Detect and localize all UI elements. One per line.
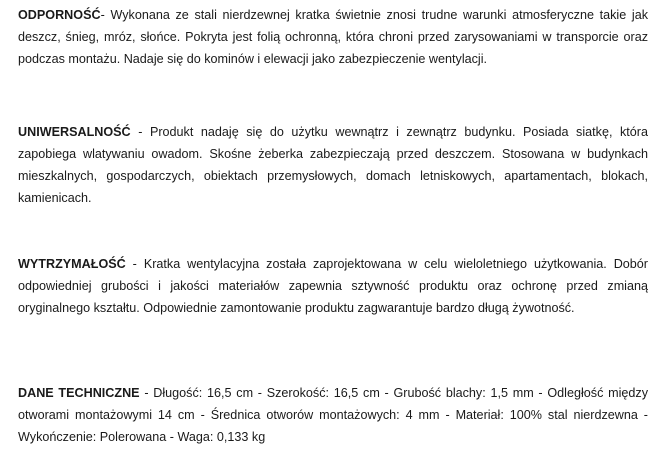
section-body: Długość: 16,5 cm - Szerokość: 16,5 cm - Grubość blachy: 1,5 mm - Odległość między otworami montażowymi 14 cm - Średnica otworów montażowych: 4 mm - Materiał: 100% stal nierdzewna - Wykończenie: Polerowana - Waga: 0,133 kg	[18, 386, 648, 444]
section-separator: -	[139, 386, 154, 400]
section-heading: UNIWERSALNOŚĆ	[18, 125, 131, 139]
section-heading: DANE TECHNICZNE	[18, 386, 140, 400]
section-body: Kratka wentylacyjna została zaprojektowana w celu wieloletniego użytkowania. Dobór odpowiedniej grubości i jakości materiałów zapewnia sztywność produktu oraz ochronę przed zmianą oryginalnego kształtu. Odpowiednie zamontowanie produktu zagwarantuje bardzo długą żywotność.	[18, 257, 648, 315]
section-heading: WYTRZYMAŁOŚĆ	[18, 257, 126, 271]
section-dane-techniczne	[18, 382, 648, 448]
section-wytrzymalosc	[18, 253, 648, 319]
section-separator: -	[100, 8, 111, 22]
section-odpornosc	[18, 4, 648, 70]
section-uniwersalnosc	[18, 121, 648, 209]
section-separator: -	[125, 257, 144, 271]
section-body: Wykonana ze stali nierdzewnej kratka świetnie znosi trudne warunki atmosferyczne takie jak deszcz, śnieg, mróz, słońce. Pokryta jest folią ochronną, która chroni przed zarysowaniami w transporcie oraz podczas montażu. Nadaje się do kominów i elewacji jako zabezpieczenie wentylacji.	[18, 8, 648, 66]
section-separator: -	[130, 125, 150, 139]
section-body: Produkt nadaję się do użytku wewnątrz i zewnątrz budynku. Posiada siatkę, która zapobiega wlatywaniu owadom. Skośne żeberka zabezpieczają przed deszczem. Stosowana w budynkach mieszkalnych, gospodarczych, obiektach przemysłowych, domach letniskowych, apartamentach, blokach, kamienicach.	[18, 125, 648, 205]
section-heading: ODPORNOŚĆ	[18, 8, 101, 22]
